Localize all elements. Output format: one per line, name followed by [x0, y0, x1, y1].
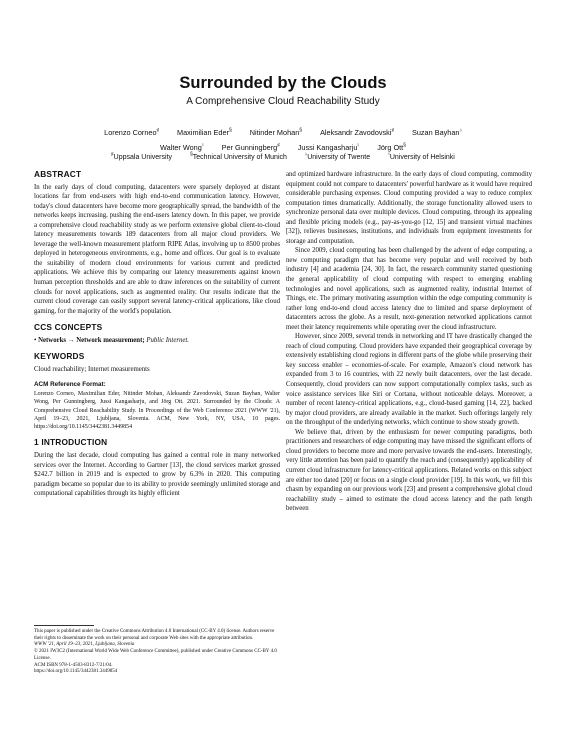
copyright-text: © 2021 IW3C2 (International World Wide Web Conference Committee), published under Creative Commons CC-BY 4.0 License. [34, 649, 277, 661]
author: Maximilian Eder§ [177, 128, 232, 138]
ccs-concepts: • Networks → Network measurement; Public Internet. [34, 336, 189, 344]
author: Per Gunningberg♯ [221, 142, 280, 152]
license-text: This paper is published under the Creative Commons Attribution 4.0 International (CC-BY 4.0) license. Authors reserve their rights to disseminate the work on their personal and corporate Web sites with the appropriate attribution. [34, 629, 275, 641]
body-paragraph: and optimized hardware infrastructure. In the early days of cloud computing, commodity equipment could not compare to datacenters' powerful hardware as it would have required considerable purchasing expenses. Cloud computing provided a way to reduce complex computation times dramatically. Additionally, the storage functionality allowed users to synchronize personal data over multiple devices. Cloud computing, through its appealing and flexible pricing models (e.g., pay-as-you-go [12, 15] and transient virtual machines [32]), relieves businesses, institutions, and individuals from equipment investments for storage and computation. [286, 171, 532, 245]
left-column [34, 170, 280, 499]
affiliation: ♯Uppsala University [111, 152, 173, 162]
author: Nitinder Mohan§ [249, 128, 303, 138]
affiliation-list [40, 152, 526, 161]
isbn-text: ACM ISBN 978-1-4503-8312-7/21/04. [34, 662, 113, 668]
acm-reference-heading: ACM Reference Format: [34, 381, 106, 389]
right-column [286, 170, 532, 514]
affiliation: ♮University of Helsinki [388, 152, 455, 162]
paper-subtitle: A Comprehensive Cloud Reachability Study [186, 96, 380, 107]
introduction-section [34, 438, 280, 498]
keywords-text: Cloud reachability; Internet measurements [34, 365, 150, 373]
keywords-section [34, 352, 280, 374]
author: Walter Wong♮ [160, 142, 204, 152]
author: Suzan Bayhan♭ [411, 128, 462, 138]
body-paragraph: However, since 2009, several trends in networking and IT have drastically changed the reach of cloud computing. Cloud providers have expanded their geographical coverage by extensively establishing cloud regions in different parts of the globe while preserving their key success enabler – economies-of-scale. For example, Amazon's cloud network has expanded from 3 to 16 countries, with 22 newly built datacenters, over the last decade. Consequently, cloud providers can now support computationally complex tasks, such as voice assistance services like Siri or Cortana, without noticeable delays. Moreover, a number of recent latency-critical applications, e.g., cloud-based gaming [14, 22], backed by major cloud providers, are already available in the market. Such offerings largely rely on the throughput of the underlying networks, which continue to show steady growth. [286, 333, 533, 427]
body-paragraph: We believe that, driven by the enthusiasm for newer computing paradigms, both practitioners and researchers of edge computing may have missed the significant efforts of cloud providers to become more and more pervasive towards the end-users. Interestingly, very little attention has been paid to quantify the reach and (consequently) applicability of current cloud infrastructure for latency-critical applications. Related works on this subject are either too dated [20] or focus on a single cloud provider [19]. In this work, we fill this chasm by expanding on our previous work [23] and present a comprehensive global cloud reachability study – aimed to estimate the cloud access latency and the path length between [286, 428, 532, 513]
author: Aleksandr Zavodovski♯ [320, 128, 394, 138]
venue-text: WWW '21, April 19–23, 2021, Ljubljana, Slovenia [34, 642, 135, 648]
abstract-text: In the early days of cloud computing, datacenters were sparsely deployed at distant locations far from end-users with high end-to-end communication latency. However, today's cloud datacenters have become more geographically spread, the bandwidth of the networks keeps increasing, pushing the end-users latency down. In this paper, we provide a comprehensive cloud reachability study as we perform extensive global client-to-cloud latency measurements towards 189 datacenters from all major cloud providers. We leverage the well-known measurement platform RIPE Atlas, involving up to 8500 probes deployed in heterogeneous environments, e.g., home and offices. Our goal is to evaluate the suitability of modern cloud environments for various current and predicted applications. We achieve this by comparing our latency measurements against known human perception thresholds and are able to draw inferences on the suitability of current clouds for novel applications, such as augmented reality. Our results indicate that the current cloud coverage can easily support several latency-critical applications, like cloud gaming, for the majority of the world's population. [34, 183, 280, 315]
affiliation: ♭University of Twente [304, 152, 371, 162]
introduction-heading: 1 INTRODUCTION [34, 437, 108, 448]
author: Jussi Kangasharju♮ [297, 142, 360, 152]
abstract-heading: ABSTRACT [34, 169, 82, 179]
ccs-section [34, 323, 280, 345]
ccs-heading: CCS CONCEPTS [34, 322, 103, 333]
paper-title: Surrounded by the Clouds [179, 74, 387, 92]
body-paragraph: Since 2009, cloud computing has been challenged by the advent of edge computing, a new computing paradigm that has become very popular and well received by both industry [4] and academia [24, 30]. In fact, the research community started questioning the general applicability of cloud computing with respect to emerging enabling technologies and novel applications, such as augmented reality, industrial Internet of Things, etc. The primary motivating assumption within the edge computing community is rather long end-to-end cloud access latency due to limited and sparse deployment of datacenters across the globe. As a result, next-generation networked applications cannot meet their latency requirements while operating over the cloud infrastructure. [286, 247, 532, 331]
author-list [40, 125, 526, 154]
affiliation: §Technical University of Munich [189, 152, 287, 162]
doi-text: https://doi.org/10.1145/3442381.3449854 [34, 669, 118, 675]
license-footnote [34, 625, 280, 676]
acm-reference-text: Lorenzo Corneo, Maximilian Eder, Nitinder Mohan, Aleksandr Zavodovski, Suzan Bayhan, Walter Wong, Per Gunningberg, Jussi Kangasharju, and Jörg Ott. 2021. Surrounded by the Clouds: A Comprehensive Cloud Reachability Study. In Proceedings of the Web Conference 2021 (WWW '21), April 19–23, 2021, Ljubljana, Slovenia. ACM, New York, NY, USA, 10 pages. https://doi.org/10.1145/3442381.3449854 [34, 390, 280, 431]
author: Lorenzo Corneo♯ [104, 128, 160, 138]
keywords-heading: KEYWORDS [34, 351, 85, 362]
footnote-rule [34, 625, 94, 626]
introduction-text: During the last decade, cloud computing has gained a central role in many networked services over the Internet. According to Gartner [13], the cloud services market grossed $242.7 billion in 2019 and is expected to grow by 6.3% in 2020. This computing paradigm became so popular due to its ability to provide seemingly unlimited storage and computational capabilities through its highly efficient [34, 451, 280, 498]
author: Jörg Ott§ [377, 142, 406, 152]
